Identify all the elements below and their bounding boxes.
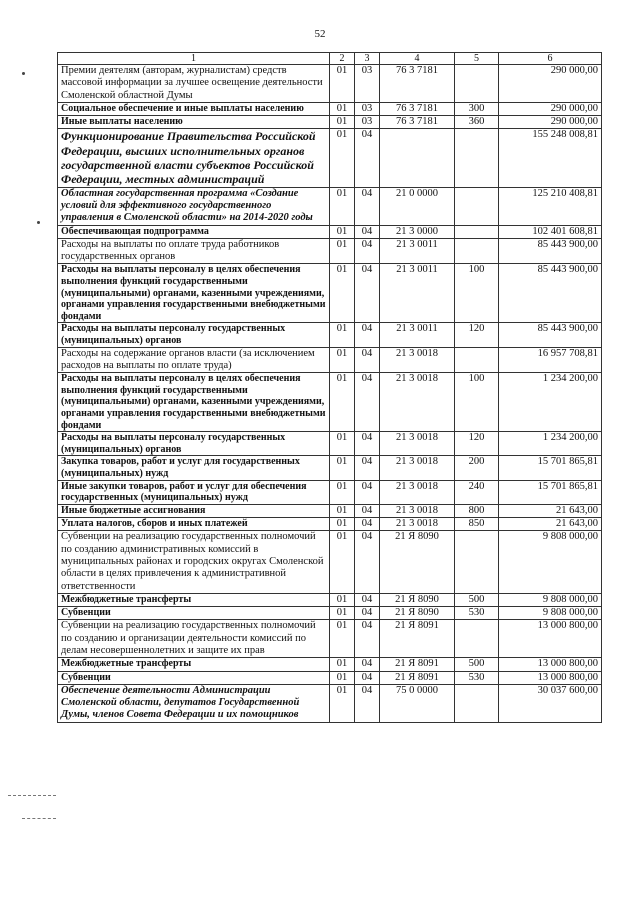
amount: 9 808 000,00 — [499, 607, 602, 620]
amount: 21 643,00 — [499, 518, 602, 531]
subsection-code: 04 — [355, 658, 380, 671]
target-article-code: 21 Я 8091 — [380, 671, 455, 684]
expense-type-code: 300 — [455, 102, 499, 115]
expense-type-code: 500 — [455, 593, 499, 606]
target-article-code: 21 3 0018 — [380, 518, 455, 531]
subsection-code: 04 — [355, 456, 380, 480]
amount: 15 701 865,81 — [499, 480, 602, 504]
expense-type-code: 120 — [455, 432, 499, 456]
target-article-code: 21 3 0000 — [380, 225, 455, 238]
target-article-code: 21 Я 8091 — [380, 658, 455, 671]
section-code: 01 — [330, 593, 355, 606]
stray-mark — [22, 818, 56, 819]
section-code: 01 — [330, 684, 355, 722]
row-name: Социальное обеспечение и иные выплаты населению — [58, 102, 330, 115]
row-name: Уплата налогов, сборов и иных платежей — [58, 518, 330, 531]
row-name: Обеспечивающая подпрограмма — [58, 225, 330, 238]
expense-type-code — [455, 347, 499, 373]
expense-type-code: 530 — [455, 607, 499, 620]
table-row — [58, 658, 602, 671]
row-name: Расходы на содержание органов власти (за исключением расходов на выплаты по оплате труда) — [58, 347, 330, 373]
amount: 102 401 608,81 — [499, 225, 602, 238]
target-article-code: 21 3 0011 — [380, 238, 455, 264]
subsection-code: 04 — [355, 607, 380, 620]
expense-type-code — [455, 531, 499, 593]
expense-type-code: 530 — [455, 671, 499, 684]
table-row — [58, 323, 602, 347]
target-article-code: 21 Я 8090 — [380, 531, 455, 593]
column-header: 6 — [499, 53, 602, 65]
target-article-code: 21 3 0018 — [380, 456, 455, 480]
row-name: Расходы на выплаты персоналу в целях обеспечения выполнения функций государственными (муниципальными) органами, казенными учреждениями, органами управления государственными внебюджетными фондами — [58, 264, 330, 323]
target-article-code — [380, 129, 455, 187]
expense-type-code — [455, 620, 499, 658]
section-code: 01 — [330, 129, 355, 187]
section-code: 01 — [330, 432, 355, 456]
section-code: 01 — [330, 65, 355, 103]
stray-mark — [22, 72, 25, 75]
amount: 290 000,00 — [499, 116, 602, 129]
amount: 13 000 800,00 — [499, 658, 602, 671]
budget-table — [57, 52, 602, 723]
row-name: Премии деятелям (авторам, журналистам) средств массовой информации за лучшее освещение деятельности Смоленской областной Думы — [58, 65, 330, 103]
target-article-code: 21 3 0018 — [380, 347, 455, 373]
amount: 290 000,00 — [499, 102, 602, 115]
expense-type-code — [455, 225, 499, 238]
target-article-code: 21 3 0018 — [380, 373, 455, 432]
section-code: 01 — [330, 347, 355, 373]
subsection-code: 04 — [355, 593, 380, 606]
stray-mark — [8, 795, 56, 796]
page-number: 52 — [314, 28, 326, 40]
column-header: 5 — [455, 53, 499, 65]
amount: 15 701 865,81 — [499, 456, 602, 480]
subsection-code: 04 — [355, 671, 380, 684]
table-row — [58, 593, 602, 606]
row-name: Закупка товаров, работ и услуг для государственных (муниципальных) нужд — [58, 456, 330, 480]
subsection-code: 04 — [355, 347, 380, 373]
amount: 13 000 800,00 — [499, 671, 602, 684]
expense-type-code: 240 — [455, 480, 499, 504]
row-name: Иные бюджетные ассигнования — [58, 504, 330, 517]
table-row — [58, 531, 602, 593]
section-code: 01 — [330, 456, 355, 480]
expense-type-code: 100 — [455, 264, 499, 323]
subsection-code: 04 — [355, 518, 380, 531]
subsection-code: 03 — [355, 65, 380, 103]
subsection-code: 04 — [355, 264, 380, 323]
amount: 1 234 200,00 — [499, 373, 602, 432]
section-code: 01 — [330, 671, 355, 684]
subsection-code: 03 — [355, 102, 380, 115]
table-row — [58, 116, 602, 129]
section-code: 01 — [330, 116, 355, 129]
amount: 16 957 708,81 — [499, 347, 602, 373]
section-code: 01 — [330, 264, 355, 323]
table-row — [58, 187, 602, 225]
target-article-code: 21 3 0018 — [380, 480, 455, 504]
subsection-code: 04 — [355, 129, 380, 187]
table-row — [58, 518, 602, 531]
section-code: 01 — [330, 102, 355, 115]
expense-type-code — [455, 684, 499, 722]
target-article-code: 21 3 0018 — [380, 432, 455, 456]
expense-type-code: 120 — [455, 323, 499, 347]
section-code: 01 — [330, 238, 355, 264]
target-article-code: 21 Я 8091 — [380, 620, 455, 658]
section-code: 01 — [330, 480, 355, 504]
expense-type-code — [455, 129, 499, 187]
table-row — [58, 264, 602, 323]
table-row — [58, 129, 602, 187]
row-name: Расходы на выплаты персоналу государственных (муниципальных) органов — [58, 432, 330, 456]
section-code: 01 — [330, 323, 355, 347]
row-name: Иные выплаты населению — [58, 116, 330, 129]
target-article-code: 21 Я 8090 — [380, 593, 455, 606]
section-code: 01 — [330, 531, 355, 593]
target-article-code: 76 3 7181 — [380, 102, 455, 115]
subsection-code: 04 — [355, 373, 380, 432]
table-row — [58, 432, 602, 456]
amount: 9 808 000,00 — [499, 531, 602, 593]
amount: 290 000,00 — [499, 65, 602, 103]
stray-mark — [37, 221, 40, 224]
row-name: Субвенции на реализацию государственных полномочий по созданию и организации деятельности комиссий по делам несовершеннолетних и защите их прав — [58, 620, 330, 658]
column-header: 4 — [380, 53, 455, 65]
row-name: Обеспечение деятельности Администрации Смоленской области, депутатов Государственной Думы, членов Совета Федерации и их помощников — [58, 684, 330, 722]
subsection-code: 04 — [355, 323, 380, 347]
amount: 21 643,00 — [499, 504, 602, 517]
target-article-code: 76 3 7181 — [380, 116, 455, 129]
expense-type-code: 850 — [455, 518, 499, 531]
subsection-code: 04 — [355, 531, 380, 593]
table-row — [58, 671, 602, 684]
amount: 85 443 900,00 — [499, 323, 602, 347]
amount: 13 000 800,00 — [499, 620, 602, 658]
subsection-code: 04 — [355, 238, 380, 264]
row-name: Субвенции на реализацию государственных полномочий по созданию административных комиссий в муниципальных районах и городских округах Смоленской области в целях привлечения к административной ответственности — [58, 531, 330, 593]
row-name: Межбюджетные трансферты — [58, 658, 330, 671]
row-name: Субвенции — [58, 607, 330, 620]
table-row — [58, 225, 602, 238]
subsection-code: 04 — [355, 432, 380, 456]
column-header: 1 — [58, 53, 330, 65]
expense-type-code: 360 — [455, 116, 499, 129]
section-code: 01 — [330, 225, 355, 238]
expense-type-code: 200 — [455, 456, 499, 480]
amount: 125 210 408,81 — [499, 187, 602, 225]
row-name: Расходы на выплаты по оплате труда работников государственных органов — [58, 238, 330, 264]
table-row — [58, 102, 602, 115]
target-article-code: 21 3 0011 — [380, 264, 455, 323]
subsection-code: 04 — [355, 225, 380, 238]
amount: 9 808 000,00 — [499, 593, 602, 606]
section-code: 01 — [330, 373, 355, 432]
target-article-code: 21 3 0018 — [380, 504, 455, 517]
expense-type-code — [455, 187, 499, 225]
target-article-code: 75 0 0000 — [380, 684, 455, 722]
table-row — [58, 456, 602, 480]
table-row — [58, 238, 602, 264]
row-name: Субвенции — [58, 671, 330, 684]
subsection-code: 04 — [355, 504, 380, 517]
table-row — [58, 347, 602, 373]
table-row — [58, 684, 602, 722]
table-row — [58, 373, 602, 432]
section-code: 01 — [330, 518, 355, 531]
expense-type-code: 500 — [455, 658, 499, 671]
expense-type-code — [455, 238, 499, 264]
table-row — [58, 480, 602, 504]
amount: 1 234 200,00 — [499, 432, 602, 456]
subsection-code: 04 — [355, 684, 380, 722]
column-header: 2 — [330, 53, 355, 65]
subsection-code: 04 — [355, 480, 380, 504]
row-name: Межбюджетные трансферты — [58, 593, 330, 606]
target-article-code: 76 3 7181 — [380, 65, 455, 103]
expense-type-code: 100 — [455, 373, 499, 432]
row-name: Расходы на выплаты персоналу государственных (муниципальных) органов — [58, 323, 330, 347]
table-row — [58, 65, 602, 103]
table-row — [58, 620, 602, 658]
target-article-code: 21 0 0000 — [380, 187, 455, 225]
section-code: 01 — [330, 607, 355, 620]
table-header-row — [58, 53, 602, 65]
table-row — [58, 607, 602, 620]
amount: 85 443 900,00 — [499, 264, 602, 323]
target-article-code: 21 Я 8090 — [380, 607, 455, 620]
row-name: Расходы на выплаты персоналу в целях обеспечения выполнения функций государственными (муниципальными) органами, казенными учреждениями, органами управления государственными внебюджетными фондами — [58, 373, 330, 432]
subsection-code: 03 — [355, 116, 380, 129]
amount: 85 443 900,00 — [499, 238, 602, 264]
table-row — [58, 504, 602, 517]
expense-type-code: 800 — [455, 504, 499, 517]
section-code: 01 — [330, 620, 355, 658]
amount: 155 248 008,81 — [499, 129, 602, 187]
section-code: 01 — [330, 504, 355, 517]
amount: 30 037 600,00 — [499, 684, 602, 722]
subsection-code: 04 — [355, 187, 380, 225]
subsection-code: 04 — [355, 620, 380, 658]
column-header: 3 — [355, 53, 380, 65]
section-code: 01 — [330, 658, 355, 671]
row-name: Функционирование Правительства Российской Федерации, высших исполнительных органов государственной власти субъектов Российской Федерации, местных администраций — [58, 129, 330, 187]
target-article-code: 21 3 0011 — [380, 323, 455, 347]
row-name: Иные закупки товаров, работ и услуг для обеспечения государственных (муниципальных) нужд — [58, 480, 330, 504]
section-code: 01 — [330, 187, 355, 225]
row-name: Областная государственная программа «Создание условий для эффективного государственного управления в Смоленской области» на 2014-2020 годы — [58, 187, 330, 225]
expense-type-code — [455, 65, 499, 103]
